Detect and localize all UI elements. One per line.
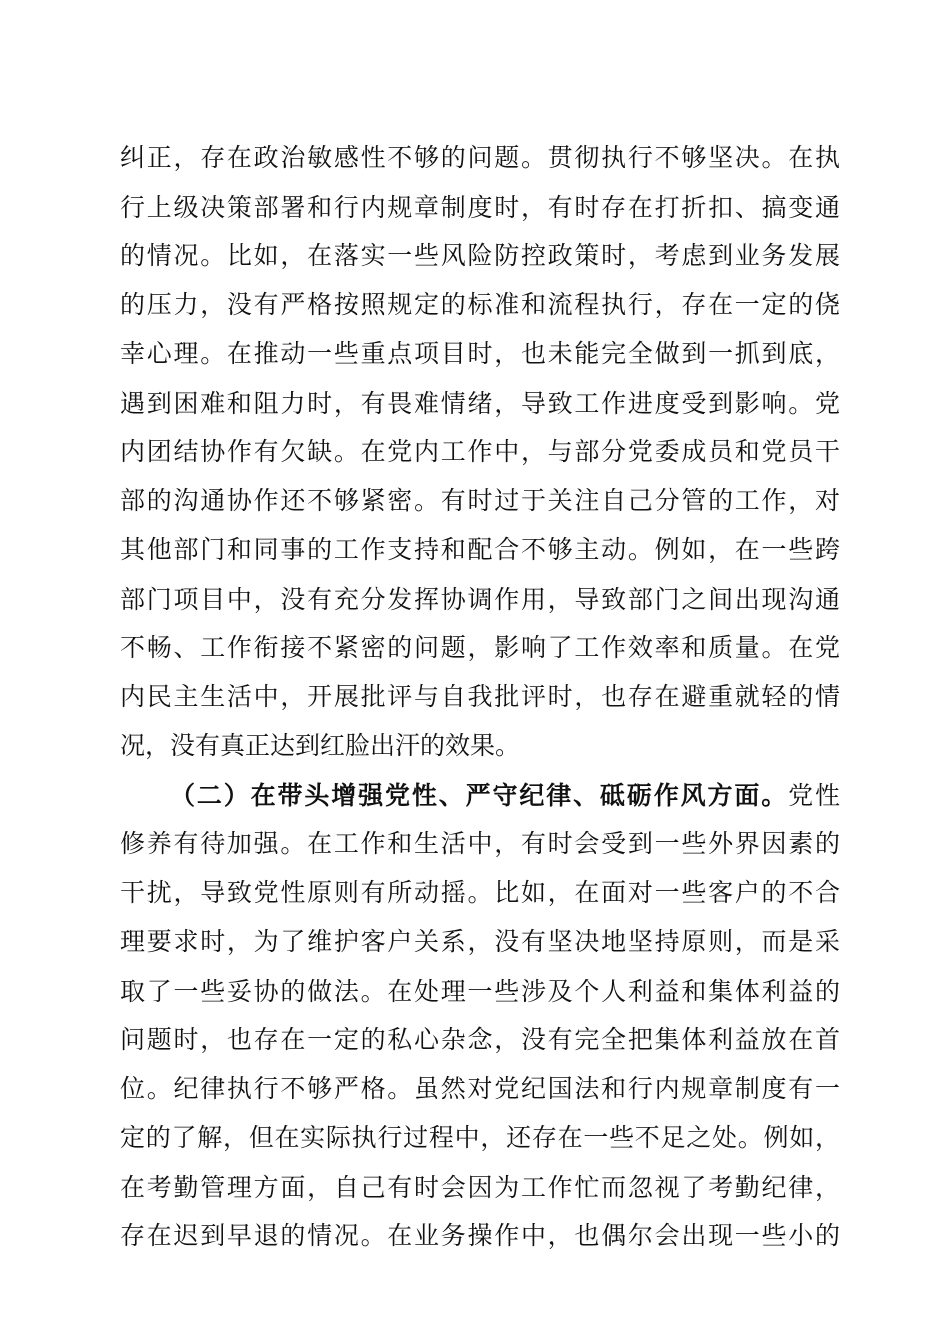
paragraph-line: 的压力，没有严格按照规定的标准和流程执行，存在一定的侥 xyxy=(120,290,840,319)
paragraph-line: 不畅、工作衔接不紧密的问题，影响了工作效率和质量。在党 xyxy=(120,633,840,662)
paragraph-line: 理要求时，为了维护客户关系，没有坚决地坚持原则，而是采 xyxy=(120,927,840,956)
paragraph-line: 的情况。比如，在落实一些风险防控政策时，考虑到业务发展 xyxy=(120,241,840,270)
paragraph-line: 部门项目中，没有充分发挥协调作用，导致部门之间出现沟通 xyxy=(120,585,840,614)
paragraph-line: 在考勤管理方面，自己有时会因为工作忙而忽视了考勤纪律， xyxy=(120,1173,840,1202)
paragraph-line: 问题时，也存在一定的私心杂念，没有完全把集体利益放在首 xyxy=(120,1025,840,1054)
paragraph-line: 位。纪律执行不够严格。虽然对党纪国法和行内规章制度有一 xyxy=(120,1074,840,1103)
section-heading-continuation: 党性 xyxy=(788,781,840,810)
section-heading-line xyxy=(170,776,840,816)
paragraph-line: 干扰，导致党性原则有所动摇。比如，在面对一些客户的不合 xyxy=(120,878,840,907)
paragraph-line: 内民主生活中，开展批评与自我批评时，也存在避重就轻的情 xyxy=(120,682,840,711)
paragraph-line: 遇到困难和阻力时，有畏难情绪，导致工作进度受到影响。党 xyxy=(120,389,840,418)
paragraph-line: 取了一些妥协的做法。在处理一些涉及个人利益和集体利益的 xyxy=(120,977,840,1006)
paragraph-line: 幸心理。在推动一些重点项目时，也未能完全做到一抓到底， xyxy=(120,339,840,368)
paragraph-line: 内团结协作有欠缺。在党内工作中，与部分党委成员和党员干 xyxy=(120,437,840,466)
paragraph-line: 纠正，存在政治敏感性不够的问题。贯彻执行不够坚决。在执 xyxy=(120,143,840,172)
paragraph-line: 部的沟通协作还不够紧密。有时过于关注自己分管的工作，对 xyxy=(120,486,840,515)
paragraph-line: 定的了解，但在实际执行过程中，还存在一些不足之处。例如， xyxy=(120,1123,840,1152)
paragraph-line: 况，没有真正达到红脸出汗的效果。 xyxy=(120,731,521,760)
paragraph-line: 存在迟到早退的情况。在业务操作中，也偶尔会出现一些小的 xyxy=(120,1221,840,1250)
paragraph-line: 其他部门和同事的工作支持和配合不够主动。例如，在一些跨 xyxy=(120,535,840,564)
section-heading: （二）在带头增强党性、严守纪律、砥砺作风方面。 xyxy=(170,781,789,810)
paragraph-line: 行上级决策部署和行内规章制度时，有时存在打折扣、搞变通 xyxy=(120,193,840,222)
paragraph-line: 修养有待加强。在工作和生活中，有时会受到一些外界因素的 xyxy=(120,829,840,858)
